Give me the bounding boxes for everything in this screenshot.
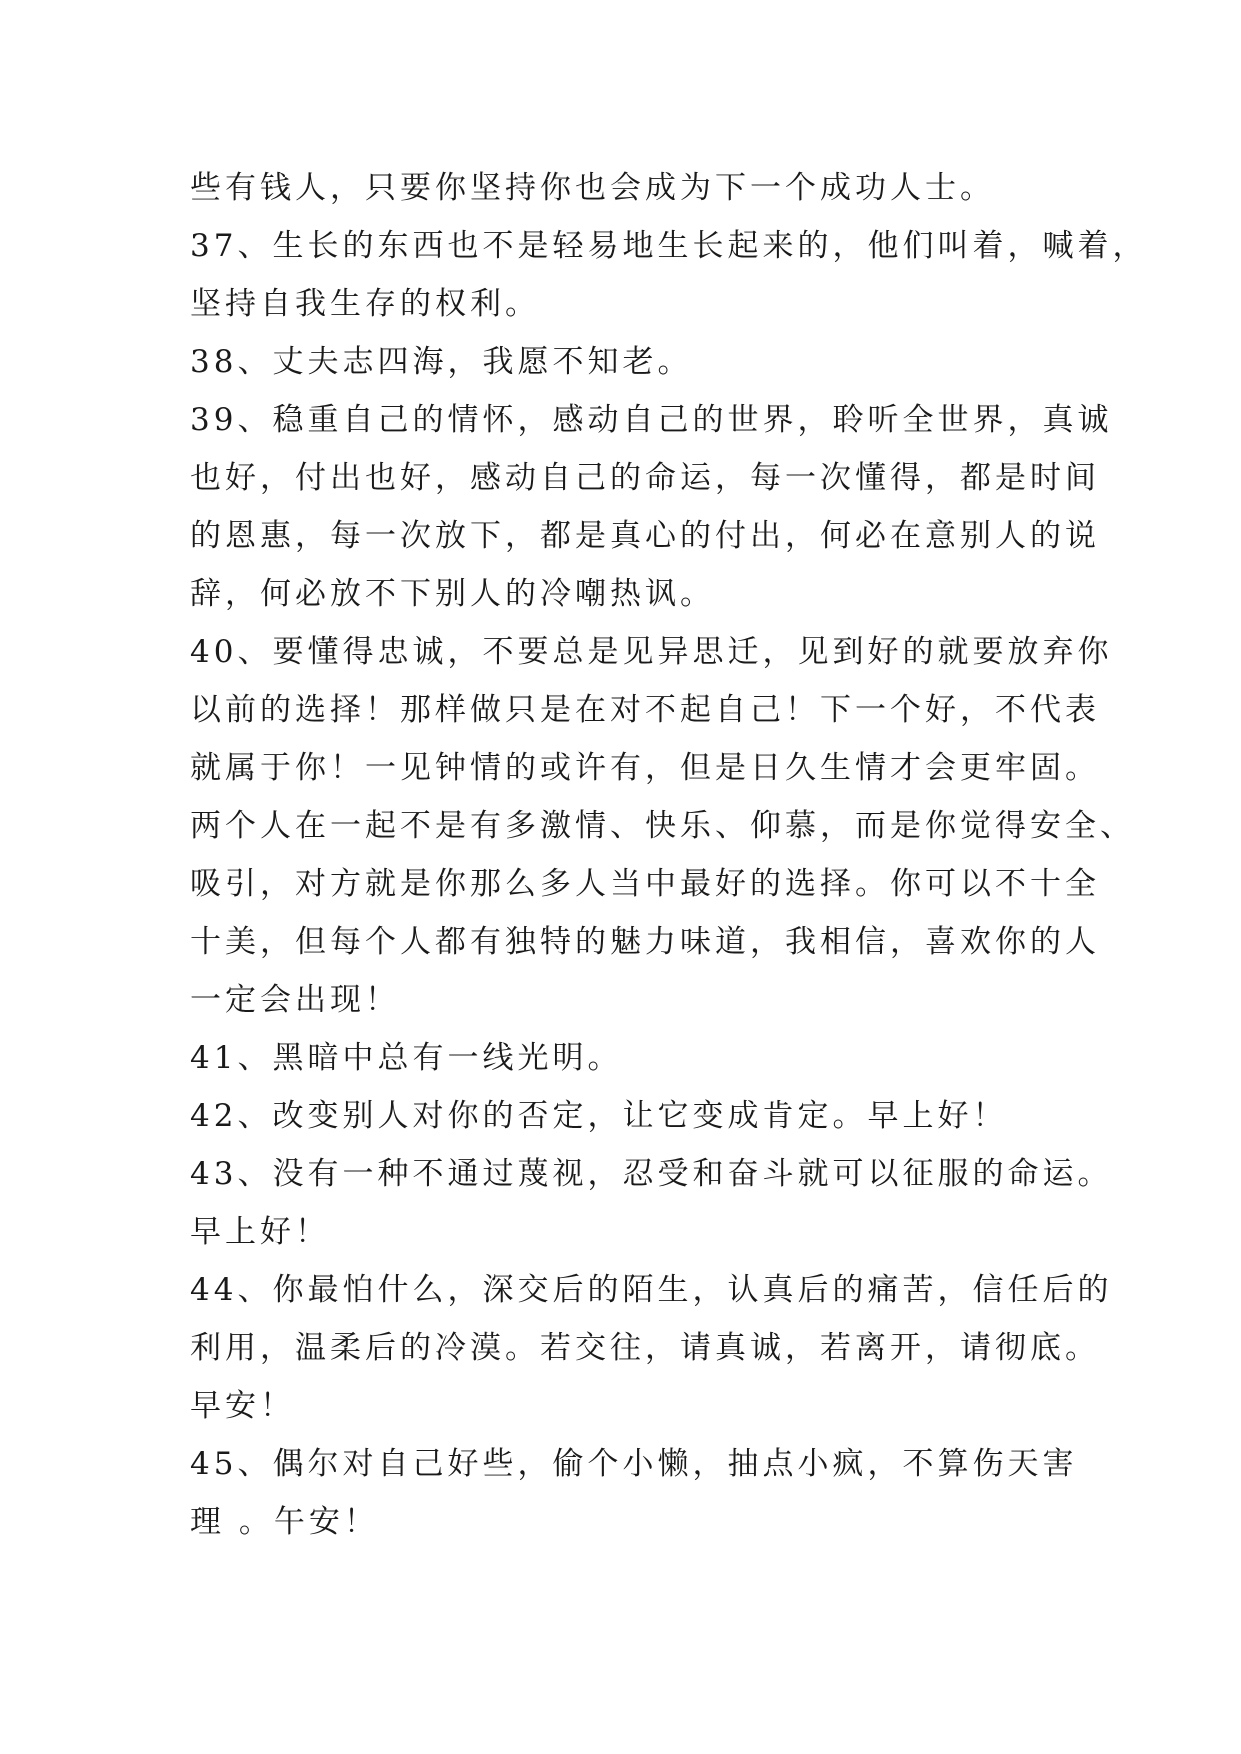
- text-line: 早上好！: [190, 1214, 330, 1250]
- text-line: 一定会出现！: [190, 982, 400, 1018]
- text-line: 也好，付出也好，感动自己的命运，每一次懂得，都是时间: [190, 460, 1100, 496]
- text-line: 早安！: [190, 1388, 295, 1424]
- text-line: 辞，何必放不下别人的冷嘲热讽。: [190, 576, 715, 612]
- text-line: 十美，但每个人都有独特的魅力味道，我相信，喜欢你的人: [190, 924, 1100, 960]
- text-line: 两个人在一起不是有多激情、快乐、仰慕，而是你觉得安全、: [190, 808, 1135, 844]
- text-line: 就属于你！一见钟情的或许有，但是日久生情才会更牢固。: [190, 750, 1100, 786]
- text-line: 43、没有一种不通过蔑视，忍受和奋斗就可以征服的命运。: [190, 1156, 1113, 1192]
- text-line: 以前的选择！那样做只是在对不起自己！下一个好，不代表: [190, 692, 1100, 728]
- text-line: 45、偶尔对自己好些，偷个小懒，抽点小疯，不算伤天害: [190, 1446, 1078, 1482]
- text-line: 37、生长的东西也不是轻易地生长起来的，他们叫着，喊着，: [190, 228, 1148, 264]
- text-line: 39、稳重自己的情怀，感动自己的世界，聆听全世界，真诚: [190, 402, 1113, 438]
- text-line: 41、黑暗中总有一线光明。: [190, 1040, 623, 1076]
- text-line: 44、你最怕什么，深交后的陌生，认真后的痛苦，信任后的: [190, 1272, 1113, 1308]
- text-line: 的恩惠，每一次放下，都是真心的付出，何必在意别人的说: [190, 518, 1100, 554]
- text-line: 40、要懂得忠诚，不要总是见异思迁，见到好的就要放弃你: [190, 634, 1113, 670]
- text-line: 42、改变别人对你的否定，让它变成肯定。早上好！: [190, 1098, 1008, 1134]
- text-line: 38、丈夫志四海，我愿不知老。: [190, 344, 693, 380]
- text-line: 吸引，对方就是你那么多人当中最好的选择。你可以不十全: [190, 866, 1100, 902]
- text-line: 坚持自我生存的权利。: [190, 286, 540, 322]
- document-body: [190, 159, 1148, 1551]
- text-line: 利用，温柔后的冷漠。若交往，请真诚，若离开，请彻底。: [190, 1330, 1100, 1366]
- text-line: 些有钱人，只要你坚持你也会成为下一个成功人士。: [190, 170, 995, 206]
- text-line: 理 。午安！: [190, 1504, 379, 1540]
